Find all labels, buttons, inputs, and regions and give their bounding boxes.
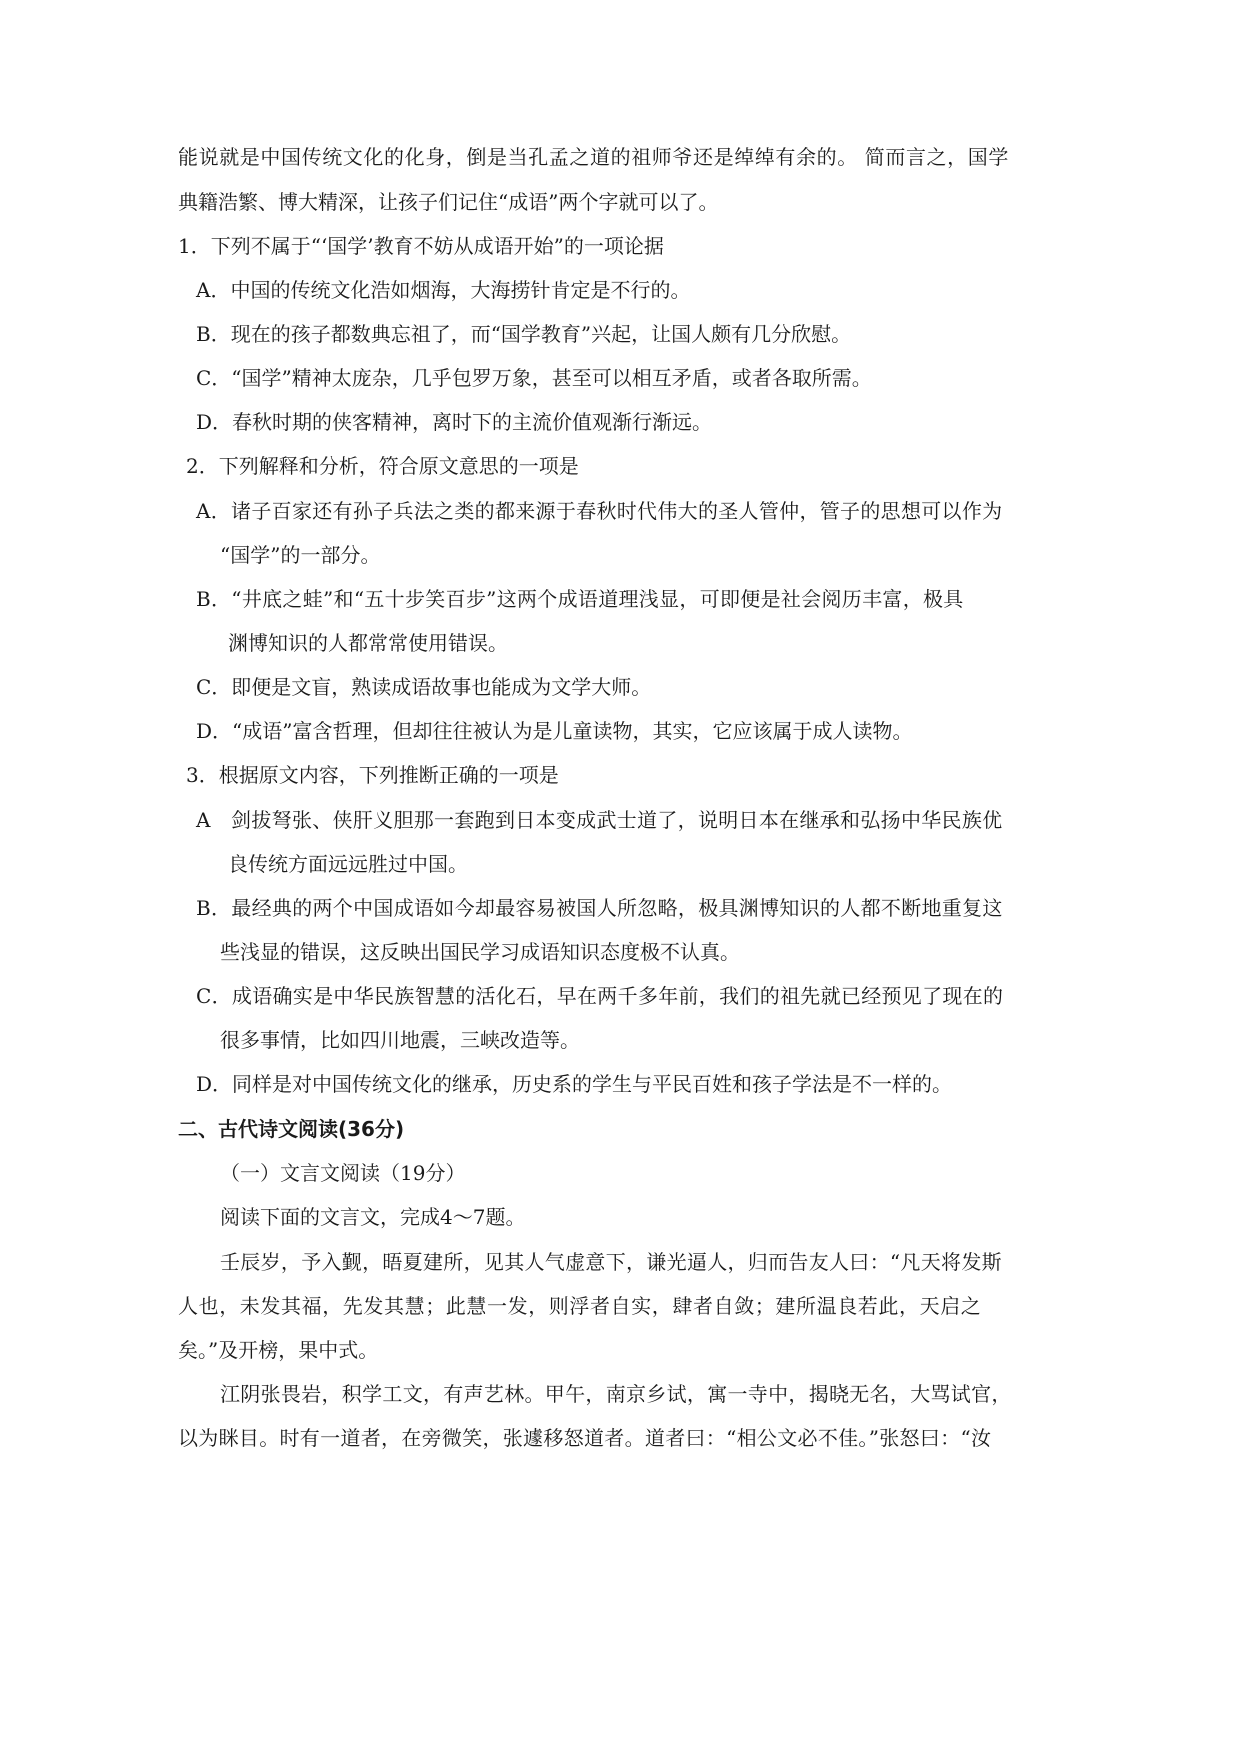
- question-2-option-c: C．即便是文盲，熟读成语故事也能成为文学大师。: [196, 675, 652, 699]
- question-3-option-c-cont: 很多事情，比如四川地震，三峡改造等。: [220, 1028, 580, 1052]
- section-2-instruction: 阅读下面的文言文，完成4～7题。: [220, 1205, 526, 1229]
- question-3-option-a: A 剑拔弩张、侠肝义胆那一套跑到日本变成武士道了，说明日本在继承和弘扬中华民族优: [196, 808, 1003, 832]
- question-2-option-b-cont: 渊博知识的人都常常使用错误。: [228, 631, 508, 655]
- question-1-option-b: B．现在的孩子都数典忘祖了，而“国学教育”兴起，让国人颇有几分欣慰。: [196, 322, 852, 346]
- question-3-option-b-cont: 些浅显的错误，这反映出国民学习成语知识态度极不认真。: [220, 940, 740, 964]
- classical-text-line: 江阴张畏岩，积学工文，有声艺林。甲午，南京乡试，寓一寺中，揭晓无名，大骂试官，: [220, 1382, 1012, 1406]
- question-2-option-d: D．“成语”富含哲理，但却往往被认为是儿童读物，其实，它应该属于成人读物。: [196, 719, 913, 743]
- classical-text-line: 人也，未发其福，先发其慧；此慧一发，则浮者自实，肆者自敛；建所温良若此，天启之: [178, 1294, 982, 1318]
- passage-line: 能说就是中国传统文化的化身，倒是当孔孟之道的祖师爷还是绰绰有余的。 简而言之，国学: [178, 145, 1009, 169]
- question-3-option-a-cont: 良传统方面远远胜过中国。: [228, 852, 468, 876]
- classical-text-line: 壬辰岁，予入觐，晤夏建所，见其人气虚意下，谦光逼人，归而告友人曰：“凡天将发斯: [220, 1250, 1002, 1274]
- passage-line: 典籍浩繁、博大精深，让孩子们记住“成语”两个字就可以了。: [178, 190, 719, 214]
- question-1-option-d: D．春秋时期的侠客精神，离时下的主流价值观渐行渐远。: [196, 410, 713, 434]
- question-2-stem: 2．下列解释和分析，符合原文意思的一项是: [186, 454, 579, 478]
- question-3-option-c: C．成语确实是中华民族智慧的活化石，早在两千多年前，我们的祖先就已经预见了现在的: [196, 984, 1004, 1008]
- question-2-option-b: B．“井底之蛙”和“五十步笑百步”这两个成语道理浅显，可即便是社会阅历丰富，极具: [196, 587, 964, 611]
- question-1-option-a: A．中国的传统文化浩如烟海，大海捞针肯定是不行的。: [196, 278, 691, 302]
- classical-text-line: 以为眯目。时有一道者，在旁微笑，张遽移怒道者。道者曰：“相公文必不佳。”张怒曰：“汝: [178, 1426, 992, 1450]
- question-2-option-a-cont: “国学”的一部分。: [220, 543, 381, 567]
- section-2-heading: 二、古代诗文阅读(36分): [178, 1117, 405, 1141]
- question-1-option-c: C．“国学”精神太庞杂，几乎包罗万象，甚至可以相互矛盾，或者各取所需。: [196, 366, 872, 390]
- question-2-option-a: A．诸子百家还有孙子兵法之类的都来源于春秋时代伟大的圣人管仲，管子的思想可以作为: [196, 499, 1003, 523]
- section-2-subheading: （一）文言文阅读（19分）: [220, 1161, 466, 1185]
- classical-text-line: 矣。”及开榜，果中式。: [178, 1338, 379, 1362]
- question-3-option-d: D．同样是对中国传统文化的继承，历史系的学生与平民百姓和孩子学法是不一样的。: [196, 1072, 953, 1096]
- question-1-stem: 1．下列不属于“‘国学’教育不妨从成语开始”的一项论据: [178, 234, 664, 258]
- question-3-option-b: B．最经典的两个中国成语如今却最容易被国人所忽略，极具渊博知识的人都不断地重复这: [196, 896, 1003, 920]
- question-3-stem: 3．根据原文内容，下列推断正确的一项是: [186, 763, 559, 787]
